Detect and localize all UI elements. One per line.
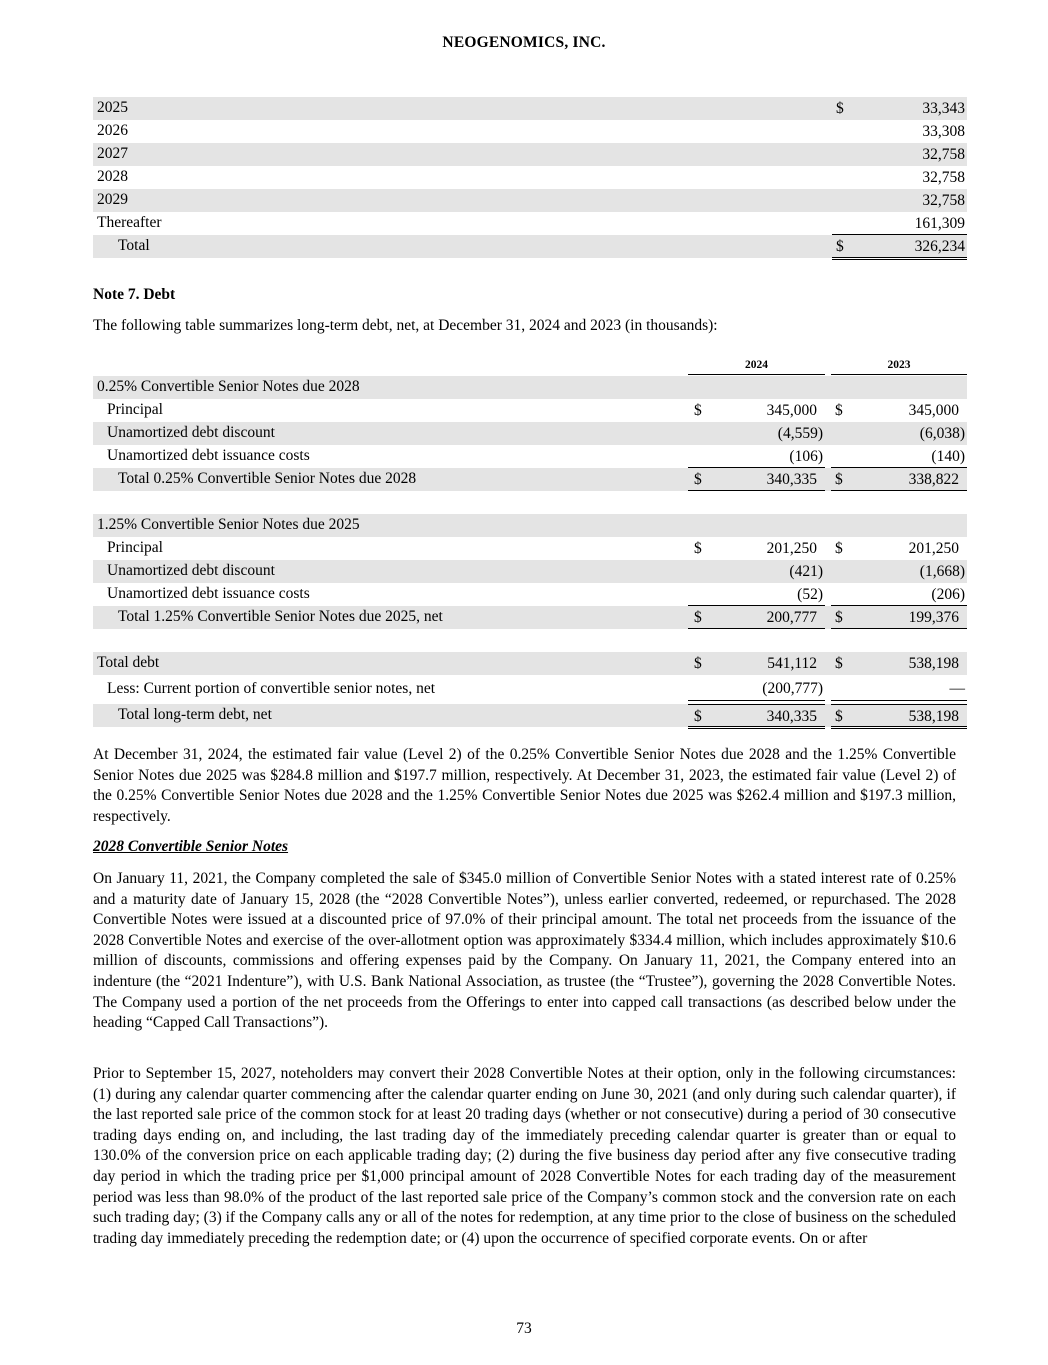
amount: 538,198 <box>908 655 959 672</box>
amount: 326,234 <box>914 238 965 255</box>
section-label: 1.25% Convertible Senior Notes due 2025 <box>97 516 360 533</box>
cell-2023 <box>831 606 967 629</box>
table-row-total <box>93 235 967 258</box>
row-label: Principal <box>107 401 163 418</box>
table-row <box>93 422 967 445</box>
amount: 32,758 <box>922 169 965 186</box>
table-row <box>93 143 967 166</box>
cell-2024 <box>688 468 825 491</box>
notes-paragraph-2: Prior to September 15, 2027, noteholders may convert their 2028 Convertible Notes at their option, only in the following circumstances: (1) during any calendar quarter commencing after the calendar quarter ending on June 30, 2021 (and only during such calendar quarter), if the last reported sale price of the common stock for at least 20 trading days (whether or not consecutive) during a period of 30 consecutive trading days ending on, and including, the last trading day of the immediately preceding calendar quarter is greater than or equal to 130.0% of the conversion price on each applicable trading day; (2) during the five business day period after any five consecutive trading day period in which the trading price per $1,000 principal amount of 2028 Convertible Notes for each trading day of the measurement period was less than 98.0% of the product of the last reported sale price of the Company’s common stock and the conversion rate on each such trading day; (3) if the Company calls any or all of the notes for redemption, at any time prior to the close of business on the scheduled trading day immediately preceding the redemption date; or (4) upon the occurrence of specified corporate events. On or after <box>93 1065 956 1247</box>
amount: 538,198 <box>908 708 959 725</box>
table-row <box>93 514 967 537</box>
amount: 161,309 <box>914 215 965 232</box>
amount: (106) <box>789 448 823 465</box>
row-label: Unamortized debt issuance costs <box>107 447 310 464</box>
amount: 32,758 <box>922 146 965 163</box>
amount: (1,668) <box>919 563 965 580</box>
amount: 201,250 <box>908 540 959 557</box>
year-label: 2026 <box>97 122 128 139</box>
row-label: Total debt <box>97 654 160 671</box>
row-label: Unamortized debt discount <box>107 424 275 441</box>
maturity-table <box>93 97 967 258</box>
amount: 340,335 <box>766 471 817 488</box>
cell-2024 <box>688 704 825 729</box>
dollar-sign: $ <box>835 402 843 419</box>
cell-2024 <box>688 583 825 606</box>
table-row <box>93 560 967 583</box>
spacer-row <box>93 629 967 652</box>
table-row <box>93 652 967 675</box>
dollar-sign: $ <box>835 708 843 725</box>
amount: 345,000 <box>766 402 817 419</box>
year-label: 2025 <box>97 99 128 116</box>
cell-2024 <box>688 445 825 468</box>
company-name: NEOGENOMICS, INC. <box>442 34 606 51</box>
cell-2023 <box>831 468 967 491</box>
note-intro: The following table summarizes long-term debt, net, at December 31, 2024 and 2023 (in thousands): <box>93 317 718 334</box>
amount: 33,308 <box>922 123 965 140</box>
section-subheading: 2028 Convertible Senior Notes <box>93 838 289 855</box>
amount: 338,822 <box>908 471 959 488</box>
amount: 541,112 <box>767 655 817 672</box>
year-label: 2028 <box>97 168 128 185</box>
cell-2023 <box>831 445 967 468</box>
note-heading: Note 7. Debt <box>93 286 176 303</box>
amount: 340,335 <box>766 708 817 725</box>
column-headers <box>93 356 967 376</box>
amount: (200,777) <box>762 680 823 697</box>
row-label: Less: Current portion of convertible senior notes, net <box>107 680 436 697</box>
debt-table <box>93 356 967 727</box>
cell-2023 <box>831 704 967 729</box>
dollar-sign: $ <box>836 238 844 255</box>
amount: 201,250 <box>766 540 817 557</box>
table-row <box>93 189 967 212</box>
row-label: Total 0.25% Convertible Senior Notes due 2028 <box>118 470 417 487</box>
amount: (52) <box>797 586 823 603</box>
row-label: Total long-term debt, net <box>118 706 272 723</box>
cell-2023 <box>831 422 967 444</box>
dollar-sign: $ <box>835 655 843 672</box>
year-label: 2027 <box>97 145 128 162</box>
cell-2024 <box>688 675 825 701</box>
cell-2024 <box>688 560 825 582</box>
table-row <box>93 399 967 422</box>
page-number: 73 <box>516 1320 532 1337</box>
table-row <box>93 445 967 468</box>
cell-2023 <box>831 652 967 674</box>
cell-2024 <box>688 652 825 674</box>
section-label: 0.25% Convertible Senior Notes due 2028 <box>97 378 360 395</box>
amount: (421) <box>789 563 823 580</box>
amount-cell <box>832 235 967 260</box>
dollar-sign: $ <box>836 100 844 117</box>
dollar-sign: $ <box>694 540 702 557</box>
table-row-total <box>93 704 967 727</box>
table-row <box>93 583 967 606</box>
dollar-sign: $ <box>694 655 702 672</box>
row-label: Unamortized debt discount <box>107 562 275 579</box>
amount: 33,343 <box>922 100 965 117</box>
amount: — <box>949 680 965 697</box>
row-label: Total 1.25% Convertible Senior Notes due 2025, net <box>118 608 443 625</box>
dollar-sign: $ <box>694 708 702 725</box>
cell-2023 <box>831 675 967 701</box>
amount: (140) <box>931 448 965 465</box>
notes-paragraph-1: On January 11, 2021, the Company completed the sale of $345.0 million of Convertible Senior Notes with a stated interest rate of 0.25% and a maturity date of January 15, 2028 (the “2028 Convertible Notes”), unless earlier converted, redeemed, or repurchased. The 2028 Convertible Notes were issued at a discounted price of 97.0% of their principal amount. The total net proceeds from the issuance of the 2028 Convertible Notes and exercise of the over-allotment option was approximately $334.4 million, which includes approximately $10.6 million of discounts, commissions and offering expenses paid by the Company. On January 11, 2021, the Company entered into an indenture (the “2021 Indenture”), with U.S. Bank National Association, as trustee (the “Trustee”), governing the 2028 Convertible Notes. The Company used a portion of the net proceeds from the Offerings to enter into capped call transactions (as described below under the heading “Capped Call Transactions”). <box>93 870 956 1032</box>
cell-2023 <box>831 537 967 559</box>
amount: 199,376 <box>908 609 959 626</box>
table-row <box>93 537 967 560</box>
column-header-2023: 2023 <box>831 359 967 375</box>
year-label: Thereafter <box>97 214 162 231</box>
row-label: Principal <box>107 539 163 556</box>
table-row-total <box>93 468 967 491</box>
cell-2023 <box>831 583 967 606</box>
table-row <box>93 120 967 143</box>
row-label: Unamortized debt issuance costs <box>107 585 310 602</box>
amount: (206) <box>931 586 965 603</box>
dollar-sign: $ <box>835 471 843 488</box>
table-row <box>93 97 967 120</box>
dollar-sign: $ <box>694 609 702 626</box>
cell-2023 <box>831 560 967 582</box>
table-row <box>93 212 967 235</box>
amount: 345,000 <box>908 402 959 419</box>
fair-value-paragraph: At December 31, 2024, the estimated fair value (Level 2) of the 0.25% Convertible Senior Notes due 2028 and the 1.25% Convertible Senior Notes due 2025 was $284.8 million and $197.7 million, respectively. At December 31, 2023, the estimated fair value (Level 2) of the 0.25% Convertible Senior Notes due 2028 and the 1.25% Convertible Senior Notes due 2025 was $262.4 million and $197.3 million, respectively. <box>93 746 956 825</box>
table-row-total <box>93 606 967 629</box>
cell-2023 <box>831 399 967 421</box>
dollar-sign: $ <box>835 540 843 557</box>
table-row <box>93 675 967 701</box>
amount-cell <box>832 212 967 235</box>
cell-2024 <box>688 537 825 559</box>
table-row <box>93 376 967 399</box>
cell-2024 <box>688 606 825 629</box>
year-label: 2029 <box>97 191 128 208</box>
spacer-row <box>93 491 967 514</box>
dollar-sign: $ <box>835 609 843 626</box>
column-header-2024: 2024 <box>688 359 825 375</box>
amount: 32,758 <box>922 192 965 209</box>
amount: (6,038) <box>919 425 965 442</box>
amount: (4,559) <box>777 425 823 442</box>
amount: 200,777 <box>766 609 817 626</box>
dollar-sign: $ <box>694 471 702 488</box>
table-row <box>93 166 967 189</box>
dollar-sign: $ <box>694 402 702 419</box>
cell-2024 <box>688 399 825 421</box>
cell-2024 <box>688 422 825 444</box>
total-label: Total <box>118 237 150 254</box>
